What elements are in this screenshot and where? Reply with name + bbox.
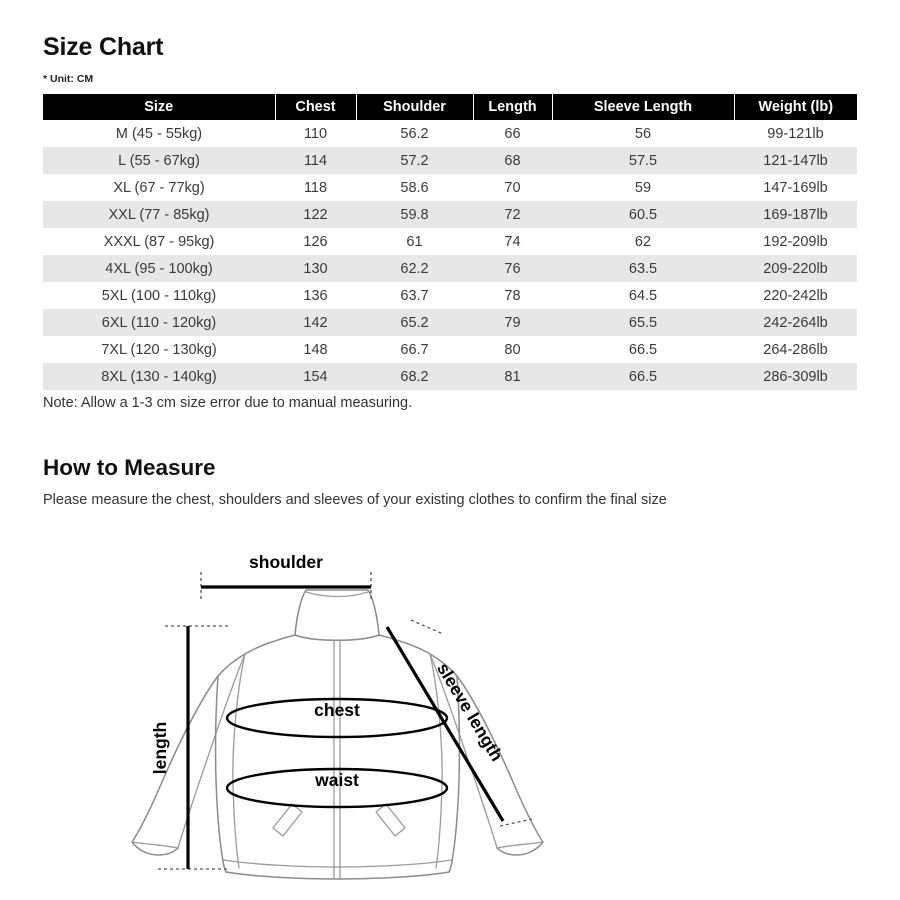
cell-size: 7XL (120 - 130kg) bbox=[101, 341, 217, 358]
cell-sleeve-length: 56 bbox=[634, 125, 652, 142]
cell-length: 70 bbox=[504, 179, 521, 196]
table-row bbox=[43, 228, 857, 255]
cell-chest: 122 bbox=[303, 206, 328, 223]
cell-size: 5XL (100 - 110kg) bbox=[101, 287, 217, 304]
column-header-length: Length bbox=[473, 94, 552, 120]
table-row bbox=[43, 363, 857, 390]
jacket-measurement-diagram bbox=[40, 530, 860, 900]
cell-weight: 242-264lb bbox=[763, 314, 828, 331]
cell-length: 68 bbox=[504, 152, 521, 169]
table-row bbox=[43, 147, 857, 174]
cell-chest: 136 bbox=[303, 287, 328, 304]
waist-measure bbox=[227, 769, 447, 807]
cell-shoulder: 61 bbox=[406, 233, 423, 250]
cell-size: 8XL (130 - 140kg) bbox=[101, 368, 217, 385]
cell-chest: 118 bbox=[303, 179, 328, 196]
cell-weight: 192-209lb bbox=[763, 233, 828, 250]
cell-sleeve-length: 57.5 bbox=[628, 152, 658, 169]
cell-size: XXXL (87 - 95kg) bbox=[103, 233, 215, 250]
cell-length: 76 bbox=[504, 260, 521, 277]
cell-weight: 147-169lb bbox=[763, 179, 828, 196]
cell-weight: 209-220lb bbox=[763, 260, 828, 277]
cell-sleeve-length: 60.5 bbox=[628, 206, 658, 223]
cell-sleeve-length: 66.5 bbox=[628, 368, 658, 385]
column-header-chest: Chest bbox=[275, 94, 356, 120]
cell-length: 74 bbox=[504, 233, 521, 250]
table-row bbox=[43, 255, 857, 282]
column-header-weight: Weight (lb) bbox=[734, 94, 857, 120]
cell-length: 79 bbox=[504, 314, 521, 331]
how-to-measure-title: How to Measure bbox=[43, 455, 216, 480]
cell-size: L (55 - 67kg) bbox=[118, 152, 200, 169]
table-row bbox=[43, 282, 857, 309]
cell-chest: 154 bbox=[303, 368, 328, 385]
cell-chest: 126 bbox=[303, 233, 328, 250]
cell-shoulder: 65.2 bbox=[400, 314, 429, 331]
cell-size: M (45 - 55kg) bbox=[115, 125, 203, 142]
measuring-tolerance-note: Note: Allow a 1-3 cm size error due to manual measuring. bbox=[43, 395, 413, 411]
waist-label: waist bbox=[315, 770, 359, 790]
cell-shoulder: 66.7 bbox=[400, 341, 429, 358]
table-row bbox=[43, 174, 857, 201]
cell-size: XL (67 - 77kg) bbox=[113, 179, 205, 196]
cell-shoulder: 62.2 bbox=[400, 260, 429, 277]
cell-length: 66 bbox=[504, 125, 521, 142]
cell-chest: 114 bbox=[303, 152, 328, 169]
table-header-row bbox=[43, 94, 857, 120]
cell-chest: 110 bbox=[303, 125, 328, 142]
shoulder-label: shoulder bbox=[249, 552, 323, 572]
cell-weight: 220-242lb bbox=[763, 287, 828, 304]
cell-sleeve-length: 66.5 bbox=[628, 341, 658, 358]
cell-shoulder: 68.2 bbox=[400, 368, 429, 385]
cell-weight: 264-286lb bbox=[763, 341, 828, 358]
cell-chest: 142 bbox=[303, 314, 328, 331]
cell-weight: 286-309lb bbox=[763, 368, 828, 385]
length-measure bbox=[150, 626, 228, 869]
column-header-size: Size bbox=[43, 94, 275, 120]
chest-label: chest bbox=[314, 700, 360, 720]
cell-sleeve-length: 64.5 bbox=[628, 287, 658, 304]
cell-sleeve-length: 63.5 bbox=[628, 260, 658, 277]
cell-chest: 130 bbox=[303, 260, 328, 277]
table-row bbox=[43, 309, 857, 336]
cell-length: 72 bbox=[504, 206, 521, 223]
cell-sleeve-length: 62 bbox=[634, 233, 652, 250]
unit-note: * Unit: CM bbox=[43, 73, 94, 85]
cell-shoulder: 57.2 bbox=[400, 152, 429, 169]
cell-shoulder: 63.7 bbox=[400, 287, 429, 304]
cell-shoulder: 59.8 bbox=[400, 206, 429, 223]
cell-weight: 169-187lb bbox=[763, 206, 828, 223]
column-header-shoulder: Shoulder bbox=[356, 94, 473, 120]
cell-sleeve-length: 65.5 bbox=[628, 314, 658, 331]
size-chart-table bbox=[43, 94, 857, 390]
cell-length: 78 bbox=[504, 287, 521, 304]
cell-size: 4XL (95 - 100kg) bbox=[105, 260, 213, 277]
sleeve-length-label: sleeve length bbox=[433, 659, 508, 765]
page-title: Size Chart bbox=[43, 33, 164, 61]
cell-size: XXL (77 - 85kg) bbox=[108, 206, 210, 223]
cell-weight: 99-121lb bbox=[767, 125, 824, 142]
how-to-measure-subtitle: Please measure the chest, shoulders and sleeves of your existing clothes to confirm the final size bbox=[43, 492, 667, 508]
cell-shoulder: 56.2 bbox=[400, 125, 429, 142]
chest-measure bbox=[227, 699, 447, 737]
table-row bbox=[43, 336, 857, 363]
table-row bbox=[43, 120, 857, 147]
cell-weight: 121-147lb bbox=[763, 152, 828, 169]
cell-shoulder: 58.6 bbox=[400, 179, 429, 196]
length-label: length bbox=[150, 721, 170, 775]
cell-chest: 148 bbox=[303, 341, 328, 358]
cell-length: 80 bbox=[504, 341, 521, 358]
cell-size: 6XL (110 - 120kg) bbox=[101, 314, 217, 331]
shoulder-measure bbox=[201, 552, 371, 602]
cell-length: 81 bbox=[504, 368, 521, 385]
cell-sleeve-length: 59 bbox=[634, 179, 652, 196]
table-row bbox=[43, 201, 857, 228]
column-header-sleeve-length: Sleeve Length bbox=[552, 94, 734, 120]
